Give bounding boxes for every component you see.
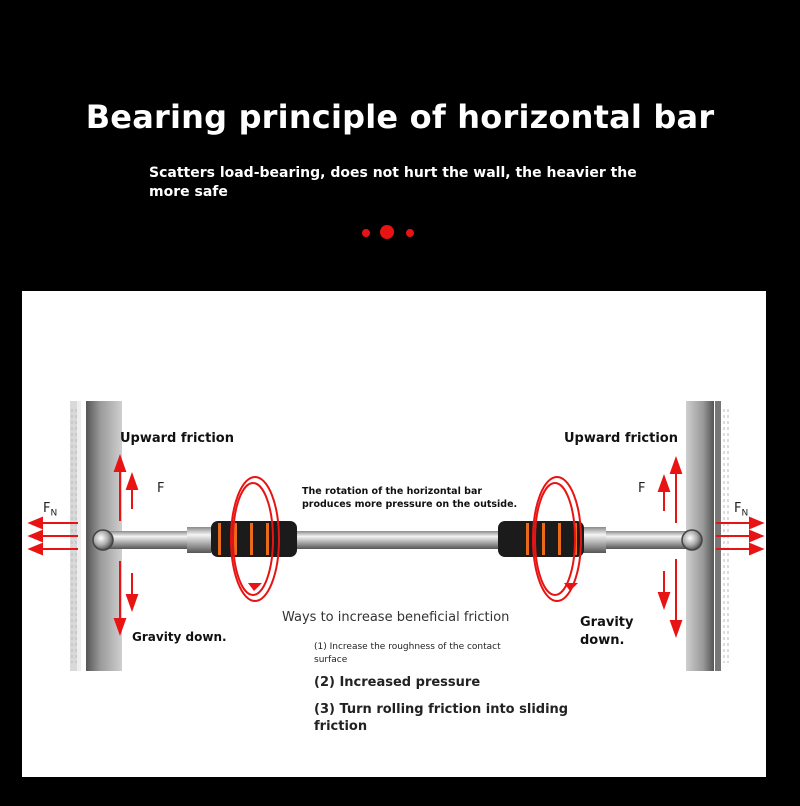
page-title: Bearing principle of horizontal bar <box>85 98 715 136</box>
rotation-note <box>302 485 517 511</box>
way-1-line2: surface <box>314 655 348 665</box>
dot-small-left <box>362 229 370 237</box>
left-normal-force-label <box>43 501 57 519</box>
way-3 <box>314 701 568 735</box>
ways-heading: Ways to increase beneficial friction <box>282 610 510 625</box>
right-gravity-label <box>580 614 633 650</box>
right-normal-force-symbol: F <box>734 501 742 516</box>
horizontal-bar <box>93 527 702 553</box>
right-upward-friction-label: Upward friction <box>564 431 678 446</box>
right-end-cap <box>682 530 702 550</box>
right-upward-friction-arrows-icon <box>659 459 681 523</box>
way-3-line1: (3) Turn rolling friction into sliding <box>314 702 569 717</box>
left-normal-force-subscript: N <box>50 508 58 519</box>
diagram-panel <box>22 291 766 777</box>
way-2: (2) Increased pressure <box>314 675 481 690</box>
left-foam-grip <box>211 521 297 557</box>
right-gravity-line1: Gravity <box>580 615 634 630</box>
dot-large-center <box>380 225 394 239</box>
way-3-line2: friction <box>314 719 368 734</box>
decorative-dots <box>360 225 420 241</box>
right-normal-force-label <box>734 501 748 519</box>
way-1-line1: (1) Increase the roughness of the contact <box>314 642 501 652</box>
right-normal-force-subscript: N <box>741 508 749 519</box>
left-end-cap <box>93 530 113 550</box>
left-normal-force-arrows-icon <box>30 518 78 554</box>
right-foam-grip <box>498 521 584 557</box>
left-force-f-label: F <box>157 481 165 496</box>
page-subtitle: Scatters load-bearing, does not hurt the wall, the heavier the more safe <box>149 165 637 200</box>
rotation-note-line1: The rotation of the horizontal bar <box>302 486 483 497</box>
right-force-f-label: F <box>638 481 646 496</box>
left-upward-friction-label: Upward friction <box>120 431 234 446</box>
rotation-note-line2: produces more pressure on the outside. <box>302 499 518 510</box>
dot-small-right <box>406 229 414 237</box>
right-gravity-line2: down. <box>580 633 625 648</box>
way-1 <box>314 641 501 667</box>
right-normal-force-arrows-icon <box>716 518 762 554</box>
left-gravity-label: Gravity down. <box>132 630 227 644</box>
left-normal-force-symbol: F <box>43 501 51 516</box>
right-gravity-arrows-icon <box>659 559 681 635</box>
